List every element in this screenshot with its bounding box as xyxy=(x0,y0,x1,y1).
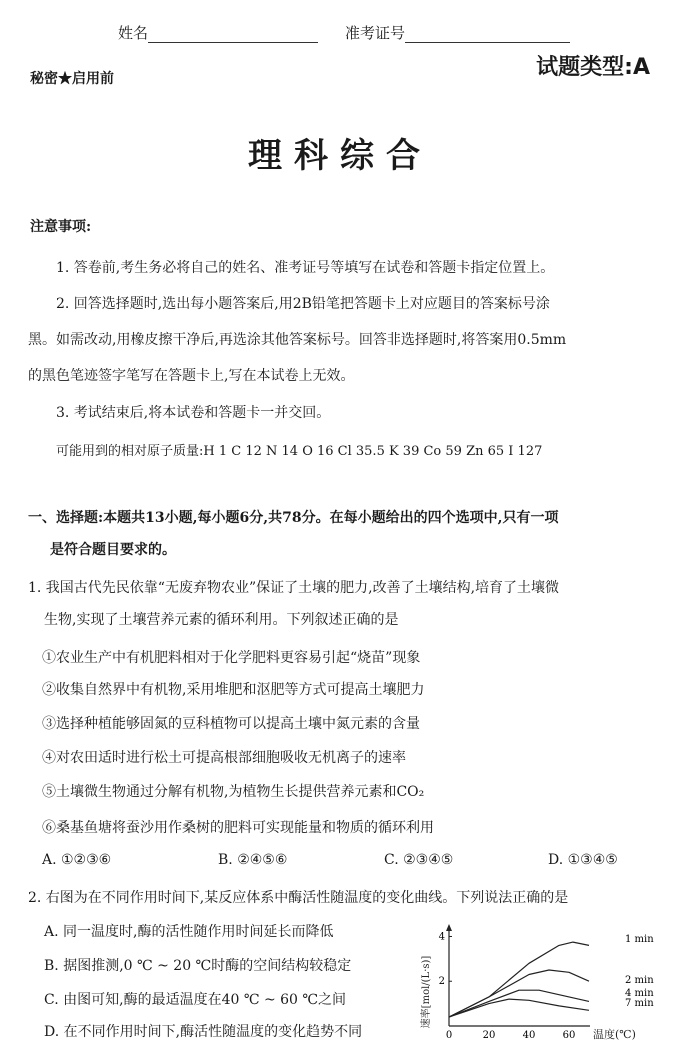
q1-item: ⑥桑基鱼塘将蚕沙用作桑树的肥料可实现能量和物质的循环利用 xyxy=(42,820,434,836)
name-label: 姓名 xyxy=(118,24,149,42)
q2-stem: 2. 右图为在不同作用时间下,某反应体系中酶活性随温度的变化曲线。下列说法正确的是 xyxy=(28,890,569,906)
x-tick-label: 20 xyxy=(482,1030,496,1041)
q1-option-d: D. ①③④⑤ xyxy=(548,852,618,868)
series-label: 1 min xyxy=(625,934,654,945)
x-tick-label: 40 xyxy=(522,1030,536,1041)
notice-heading: 注意事项: xyxy=(30,219,92,235)
q1-item: ①农业生产中有机肥料相对于化学肥料更容易引起“烧苗”现象 xyxy=(42,650,421,666)
series-label: 4 min xyxy=(625,988,654,999)
exam-id-label: 准考证号 xyxy=(345,24,406,42)
q1-item: ③选择种植能够固氮的豆科植物可以提高土壤中氮元素的含量 xyxy=(42,716,420,732)
q1-item: ⑤土壤微生物通过分解有机物,为植物生长提供营养元素和CO₂ xyxy=(42,784,425,800)
notice-item: 黑。如需改动,用橡皮擦干净后,再选涂其他答案标号。回答非选择题时,将答案用0.5mm xyxy=(28,332,567,348)
page-title: 理科综合 xyxy=(248,136,432,176)
notice-item: 的黑色笔迹签字笔写在答题卡上,写在本试卷上无效。 xyxy=(28,368,355,384)
q1-stem-cont: 生物,实现了土壤营养元素的循环利用。下列叙述正确的是 xyxy=(44,612,399,628)
secret-mark: 秘密★启用前 xyxy=(30,71,114,87)
q1-item: ②收集自然界中有机物,采用堆肥和沤肥等方式可提高土壤肥力 xyxy=(42,682,425,698)
section-heading-cont: 是符合题目要求的。 xyxy=(50,542,176,558)
q1-stem: 1. 我国古代先民依靠“无废弃物农业”保证了土壤的肥力,改善了土壤结构,培育了土壤微 xyxy=(28,580,560,596)
y-tick-label: 4 xyxy=(438,931,445,943)
paper-type: 试题类型:A xyxy=(536,55,650,80)
notice-item: 3. 考试结束后,将本试卷和答题卡一并交回。 xyxy=(56,405,331,421)
section-heading: 一、选择题:本题共13小题,每小题6分,共78分。在每小题给出的四个选项中,只有一项 xyxy=(28,510,559,526)
enzyme-activity-chart xyxy=(415,920,675,1045)
q2-option-d: D. 在不同作用时间下,酶活性随温度的变化趋势不同 xyxy=(44,1024,363,1040)
series-label: 7 min xyxy=(625,998,654,1009)
notice-item: 1. 答卷前,考生务必将自己的姓名、准考证号等填写在试卷和答题卡指定位置上。 xyxy=(56,260,555,276)
series-line xyxy=(449,990,589,1017)
exam-id-blank xyxy=(405,28,570,43)
notice-item: 2. 回答选择题时,选出每小题答案后,用2B铅笔把答题卡上对应题目的答案标号涂 xyxy=(56,296,550,312)
series-line xyxy=(449,999,589,1017)
name-field xyxy=(118,22,318,43)
q1-option-c: C. ②③④⑤ xyxy=(384,852,454,868)
x-tick-label: 60 xyxy=(562,1030,576,1041)
series-label: 2 min xyxy=(625,975,654,986)
q2-option-a: A. 同一温度时,酶的活性随作用时间延长而降低 xyxy=(44,924,334,940)
x-axis-label: 温度(℃) xyxy=(593,1028,636,1041)
x-tick-label: 0 xyxy=(445,1030,453,1041)
y-tick-label: 2 xyxy=(438,976,445,988)
y-axis-arrow xyxy=(446,924,452,931)
exam-id-field xyxy=(345,22,570,43)
q1-item: ④对农田适时进行松土可提高根部细胞吸收无机离子的速率 xyxy=(42,750,406,766)
q2-option-c: C. 由图可知,酶的最适温度在40 ℃ ~ 60 ℃之间 xyxy=(44,992,347,1008)
name-blank xyxy=(148,28,318,43)
q1-option-b: B. ②④⑤⑥ xyxy=(218,852,288,868)
y-axis-label: 速率[mol/(L·s)] xyxy=(421,955,432,1029)
atomic-masses: 可能用到的相对原子质量:H 1 C 12 N 14 O 16 Cl 35.5 K 39 Co 59 Zn 65 I 127 xyxy=(56,444,543,459)
q1-option-a: A. ①②③⑥ xyxy=(42,852,112,868)
q2-option-b: B. 据图推测,0 ℃ ~ 20 ℃时酶的空间结构较稳定 xyxy=(44,958,352,974)
